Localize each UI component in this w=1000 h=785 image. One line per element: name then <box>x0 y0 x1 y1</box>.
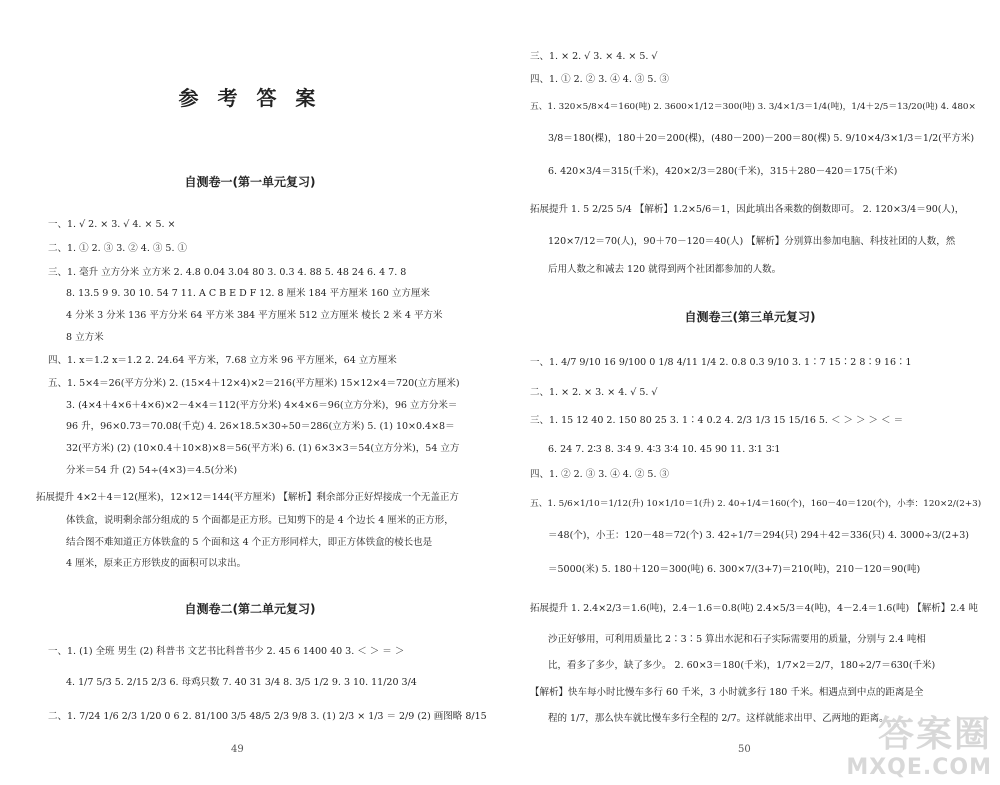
answer-line: 一、1. (1) 全班 男生 (2) 科普书 文艺书比科普书少 2. 45 6 1400 40 3. ＜ ＞ ＝ ＞ <box>48 646 405 657</box>
answer-line: 8. 13.5 9 9. 30 10. 54 7 11. A C B E D F 12. 8 厘米 184 平方厘米 160 立方厘米 <box>66 288 430 299</box>
answer-line: 4. 1/7 5/3 5. 2/15 2/3 6. 母鸡只数 7. 40 31 3/4 8. 3/5 1/2 9. 3 10. 11/20 3/4 <box>66 677 417 688</box>
extension-line: 120×7/12＝70(人)，90＋70－120＝40(人) 【解析】分别算出参加电脑、科技社团的人数，然 <box>548 236 956 247</box>
answer-line: 二、1. 7/24 1/6 2/3 1/20 0 6 2. 81/100 3/5 48/5 2/3 9/8 3. (1) 2/3 × 1/3 ＝ 2/9 (2) 画图略 8/15 <box>48 711 487 722</box>
extension-line: 结合图不难知道正方体铁盒的 5 个面和这 4 个正方形同样大，即正方体铁盒的棱长也是 <box>66 537 433 548</box>
answer-line: 三、1. 15 12 40 2. 150 80 25 3. 1∶4 0.2 4. 2/3 1/3 15 15/16 5. ＜ ＞ ＞ ＞ ＜ ＝ <box>530 415 904 426</box>
right-page <box>500 0 1000 785</box>
extension-line: 程的 1/7，那么快车就比慢车多行全程的 2/7。这样就能求出甲、乙两地的距离。 <box>548 713 889 724</box>
extension-line: 后用人数之和减去 120 就得到两个社团都参加的人数。 <box>548 264 782 275</box>
extension-line: 4 厘米，原来正方形铁皮的面积可以求出。 <box>66 558 247 569</box>
extension-line: 拓展提升 1. 5 2/25 5/4 【解析】1.2×5/6＝1，因此填出各乘数的倒数即可。 2. 120×3/4＝90(人)， <box>530 204 965 215</box>
answer-line: 3/8＝180(棵)，180＋20＝200(棵)，(480－200)－200＝80(棵) 5. 9/10×4/3×1/3＝1/2(平方米) <box>548 133 975 144</box>
extension-line: 沙正好够用，可利用质量比 2∶3∶5 算出水泥和石子实际需要用的质量，分别与 2.4 吨相 <box>548 634 926 645</box>
watermark-logo: 答案圈 <box>877 714 992 755</box>
extension-line: 拓展提升 4×2＋4＝12(厘米)，12×12＝144(平方厘米) 【解析】剩余部分正好焊接成一个无盖正方 <box>36 492 459 503</box>
answer-line: 一、1. √ 2. × 3. √ 4. × 5. × <box>48 219 176 230</box>
answer-line: 二、1. × 2. × 3. × 4. √ 5. √ <box>530 387 658 398</box>
answer-line: 五、1. 5×4＝26(平方分米) 2. (15×4＋12×4)×2＝216(平方厘米) 15×12×4＝720(立方厘米) <box>48 378 460 389</box>
answer-line: 五、1. 320×5/8×4＝160(吨) 2. 3600×1/12＝300(吨) 3. 3/4×1/3＝1/4(吨)，1/4＋2/5＝13/20(吨) 4. 480× <box>530 102 976 112</box>
answer-line: 三、1. × 2. √ 3. × 4. × 5. √ <box>530 51 658 62</box>
page-number: 50 <box>738 744 751 755</box>
section-heading-2: 自测卷二(第二单元复习) <box>184 602 316 616</box>
answer-line: 96 升，96×0.73＝70.08(千克) 4. 26×18.5×30÷50＝286(立方米) 5. (1) 10×0.4×8＝ <box>66 421 455 432</box>
answer-line: 三、1. 毫升 立方分米 立方米 2. 4.8 0.04 3.04 80 3. 0.3 4. 88 5. 48 24 6. 4 7. 8 <box>48 267 407 278</box>
extension-line: 比，看多了多少，缺了多少。 2. 60×3＝180(千米)，1/7×2＝2/7，180÷2/7＝630(千米) <box>548 660 936 671</box>
answer-line: 二、1. ① 2. ③ 3. ② 4. ③ 5. ① <box>48 243 187 254</box>
section-heading-3: 自测卷三(第三单元复习) <box>684 310 816 324</box>
extension-line: 【解析】快车每小时比慢车多行 60 千米，3 小时就多行 180 千米。相遇点到中点的距离是全 <box>530 687 924 698</box>
answer-line: 4 分米 3 分米 136 平方分米 64 平方米 384 平方厘米 512 立方厘米 棱长 2 米 4 平方米 <box>66 310 443 321</box>
answer-line: 五、1. 5/6×1/10＝1/12(升) 10×1/10＝1(升) 2. 40÷1/4＝160(个)，160－40＝120(个)，小李：120×2/(2+3) <box>530 499 982 509</box>
answer-line: 8 立方米 <box>66 332 104 343</box>
site-watermark <box>846 714 992 780</box>
answer-line: 四、1. ② 2. ③ 3. ④ 4. ② 5. ③ <box>530 469 669 480</box>
answer-key-title: 参 考 答 案 <box>178 86 322 110</box>
answer-line: 3. (4×4＋4×6＋4×6)×2－4×4＝112(平方分米) 4×4×6＝96(立方分米)，96 立方分米＝ <box>66 400 458 411</box>
answer-line: ＝48(个)，小王：120－48＝72(个) 3. 42÷1/7＝294(只) 294＋42＝336(只) 4. 3000÷3/(2+3) <box>548 530 969 541</box>
answer-line: 一、1. 4/7 9/10 16 9/100 0 1/8 4/11 1/4 2. 0.8 0.3 9/10 3. 1∶7 15∶2 8∶9 16∶1 <box>530 357 912 368</box>
answer-line: 四、1. ① 2. ② 3. ④ 4. ③ 5. ③ <box>530 74 669 85</box>
answer-line: 6. 24 7. 2∶3 8. 3∶4 9. 4∶3 3∶4 10. 45 90 11. 3∶1 3∶1 <box>548 444 781 455</box>
section-heading-1: 自测卷一(第一单元复习) <box>184 175 316 189</box>
answer-line: 四、1. x＝1.2 x＝1.2 2. 24.64 平方米，7.68 立方米 96 平方厘米，64 立方厘米 <box>48 355 397 366</box>
answer-line: 分米＝54 升 (2) 54÷(4×3)＝4.5(分米) <box>66 465 238 476</box>
page-number: 49 <box>231 744 244 755</box>
watermark-url: MXQE.COM <box>846 755 992 780</box>
extension-line: 体铁盒，说明剩余部分组成的 5 个面都是正方形。已知剪下的是 4 个边长 4 厘米的正方形， <box>66 515 454 526</box>
answer-line: 6. 420×3/4＝315(千米)，420×2/3＝280(千米)，315＋280－420＝175(千米) <box>548 166 898 177</box>
extension-line: 拓展提升 1. 2.4×2/3＝1.6(吨)，2.4－1.6＝0.8(吨) 2.4×5/3＝4(吨)，4－2.4＝1.6(吨) 【解析】2.4 吨 <box>530 603 978 614</box>
answer-line: ＝5000(米) 5. 180＋120＝300(吨) 6. 300×7/(3+7)＝210(吨)，210－120＝90(吨) <box>548 564 921 575</box>
answer-line: 32(平方米) (2) (10×0.4＋10×8)×8＝56(平方米) 6. (1) 6×3×3＝54(立方分米)，54 立方 <box>66 443 460 454</box>
